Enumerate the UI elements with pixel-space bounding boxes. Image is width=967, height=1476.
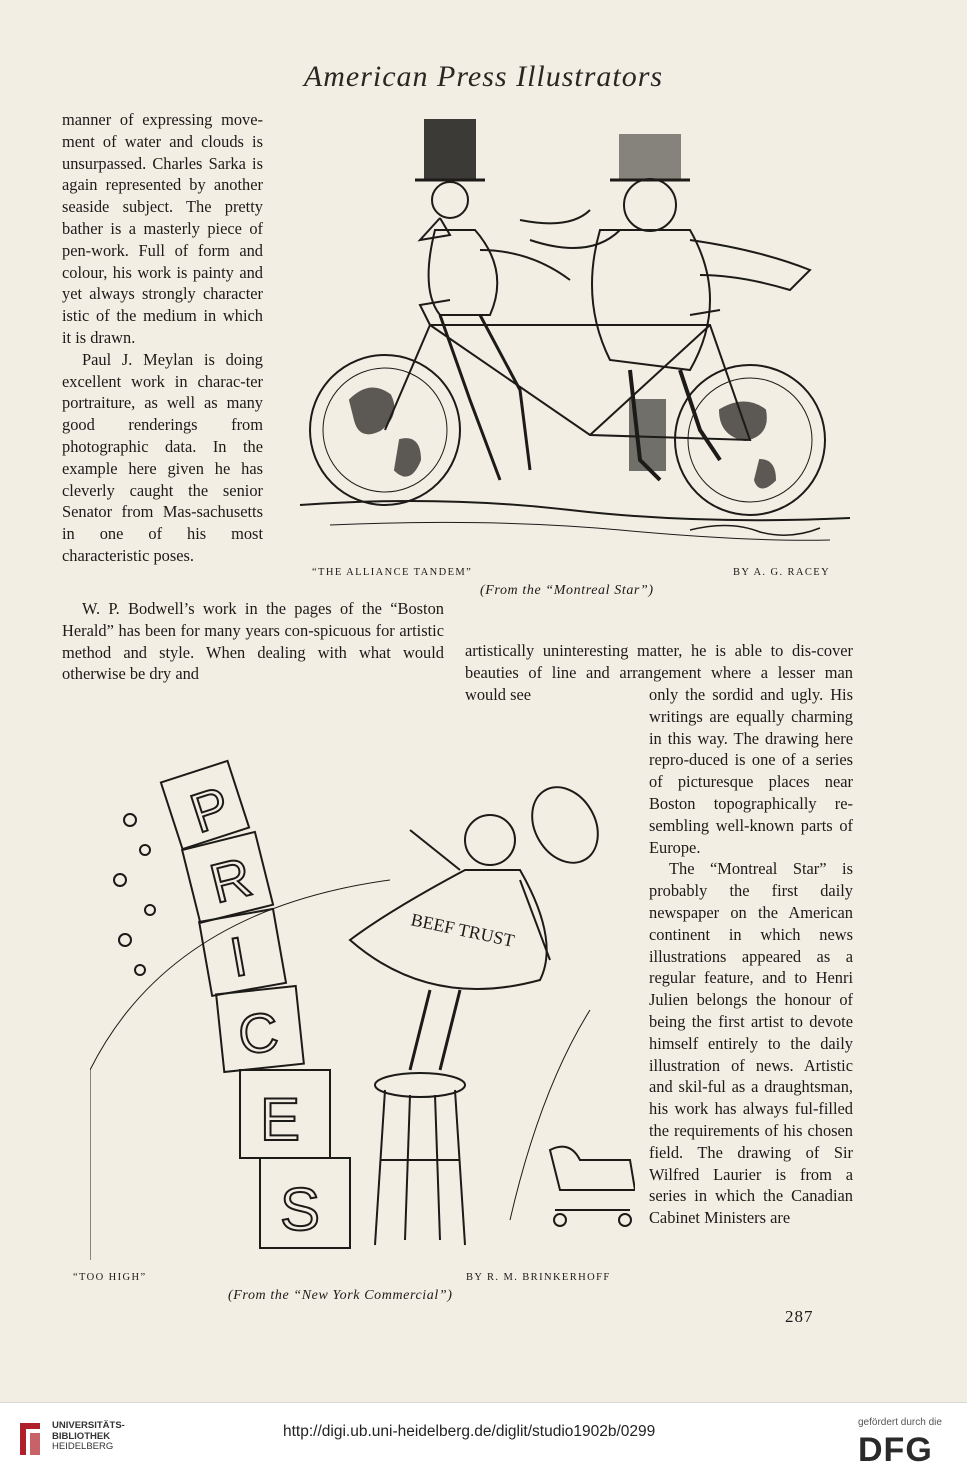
figure2-source: (From the “New York Commercial”) [228, 1288, 453, 1303]
paragraph: manner of expressing move-ment of water and clouds is unsurpassed. Charles Sarka is again represented by another seaside subject. The pretty bather is a masterly piece of pen-work. Full of form and colour, his work is painty and yet always strongly character istic of the medium in which it is drawn. [62, 110, 263, 347]
university-library-logo-icon [16, 1419, 44, 1459]
dfg-logo: DFG [858, 1431, 933, 1469]
block-letter-p: P [183, 774, 238, 845]
block-letter-s: S [280, 1176, 321, 1243]
paragraph: Paul J. Meylan is doing excellent work in charac-ter portraiture, as well as many good renderings from photographic data. In the example here given he has cleverly caught the senior Senator from Mas-sachusetts in one of his most characteristic poses. [62, 349, 263, 565]
running-title: American Press Illustrators [303, 60, 664, 93]
block-letter-e: E [260, 1086, 301, 1153]
block-letter-i: I [225, 924, 252, 989]
left-column-text-lower [62, 598, 444, 685]
viewer-footer [0, 1402, 967, 1476]
paragraph: artistically uninteresting matter, he is able to dis-cover beauties of line and arrangement where a lesser man would see [465, 641, 853, 704]
too-high-illustration [90, 740, 635, 1260]
funding-label: gefördert durch die [858, 1417, 942, 1428]
university-library-name: UNIVERSITÄTS- BIBLIOTHEK HEIDELBERG [52, 1420, 125, 1452]
paragraph: only the sordid and ugly. His writings are equally charming in this way. The drawing here repro-duced is one of a series of picturesque places near Boston topographically re-sembling well-known parts of Europe. [649, 685, 853, 857]
block-letter-r: R [203, 845, 258, 916]
right-column-text [649, 684, 853, 1229]
block-letter-c: C [235, 1000, 282, 1067]
paragraph: W. P. Bodwell’s work in the pages of the “Boston Herald” has been for many years con-spicuous for artistic method and style. When dealing with what would otherwise be dry and [62, 599, 444, 684]
paragraph: The “Montreal Star” is probably the first daily newspaper on the American continent in which news illustrations appeared as a regular feature, and to Henri Julien belongs the honour of being the first artist to devote himself entirely to the daily illustration of news. Artistic and skil-ful as a draughtsman, his work has always ful-filled the requirements of his chosen field. The drawing of Sir Wilfred Laurier is from a series in which the Canadian Cabinet Ministers are [649, 859, 853, 1228]
figure2-caption-title: “TOO HIGH” [73, 1272, 147, 1283]
alliance-tandem-illustration [290, 100, 860, 560]
figure1-caption-title: “THE ALLIANCE TANDEM” [312, 567, 473, 578]
left-column-text [62, 109, 263, 567]
figure1-caption-artist: BY A. G. RACEY [733, 567, 831, 578]
figure2-caption-artist: BY R. M. BRINKERHOFF [466, 1272, 611, 1283]
permalink-url[interactable]: http://digi.ub.uni-heidelberg.de/diglit/studio1902b/0299 [283, 1423, 656, 1440]
page-number: 287 [785, 1307, 814, 1326]
figure1-source: (From the “Montreal Star”) [480, 583, 654, 598]
apron-text: BEEF TRUST [409, 909, 517, 951]
